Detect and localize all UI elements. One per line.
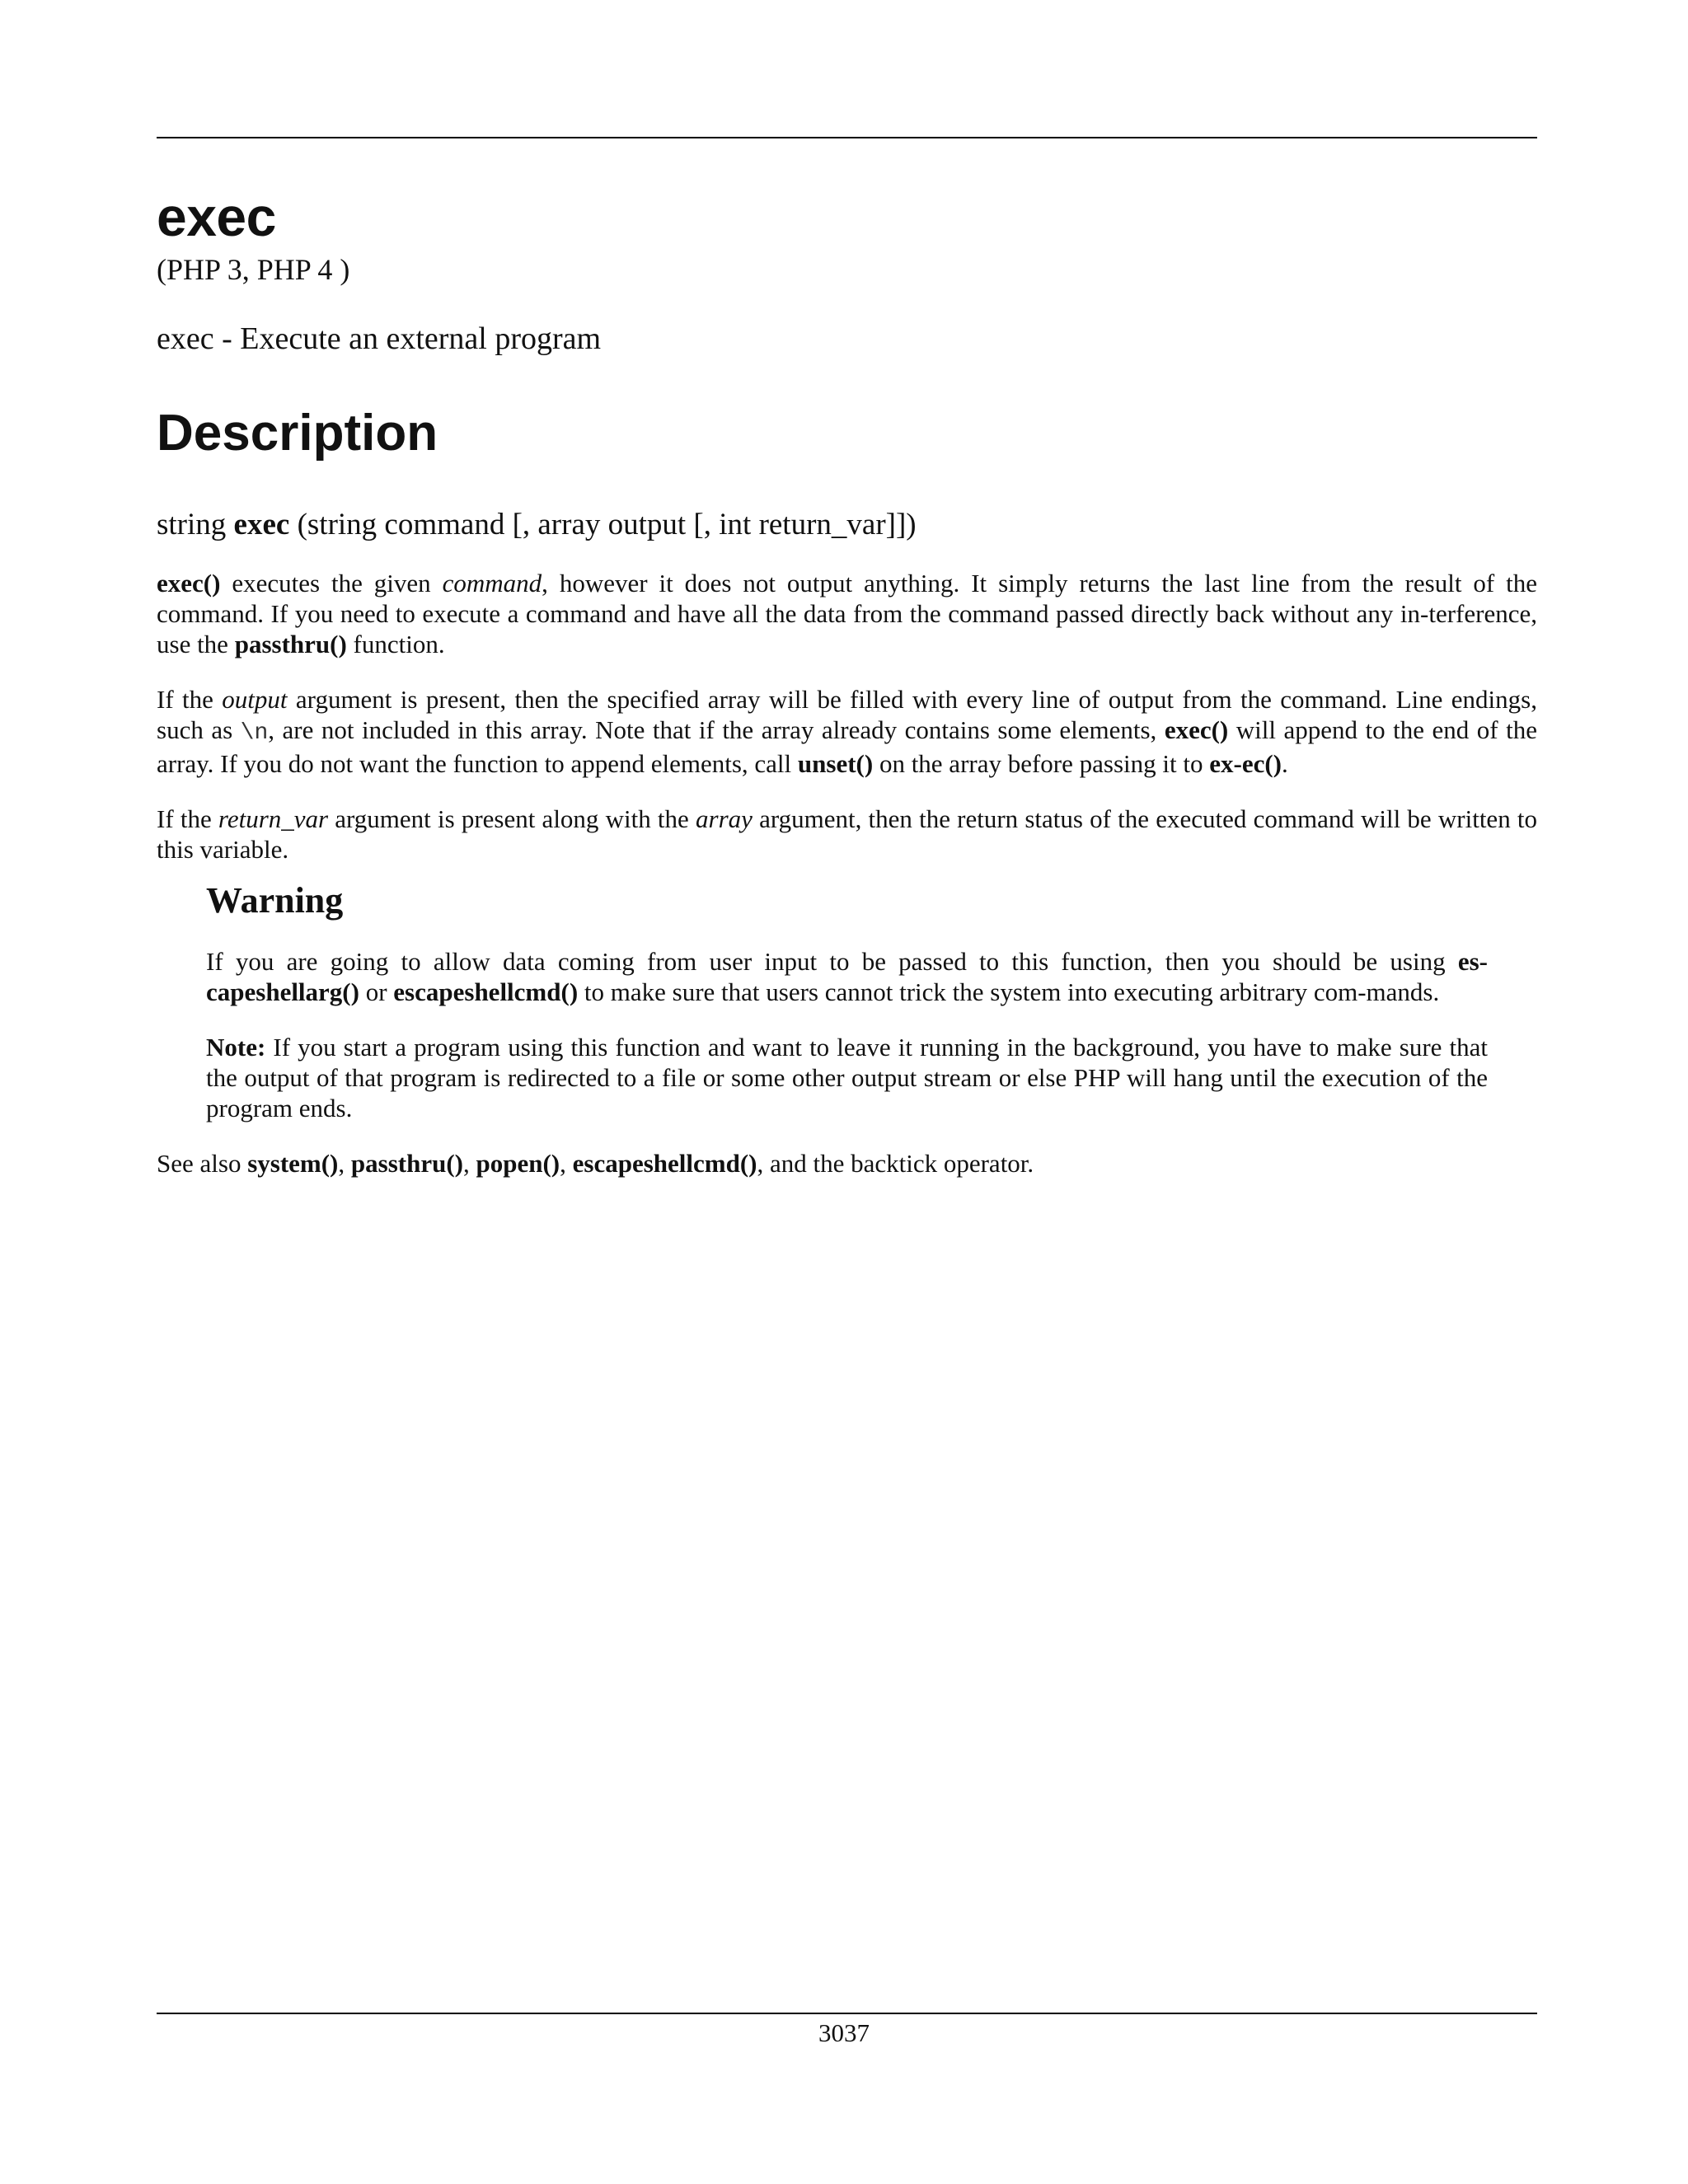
func-ref-system: system(): [247, 1148, 339, 1178]
arg-output: output: [222, 685, 288, 715]
arg-return-var: return_var: [218, 804, 329, 834]
return-type: string: [157, 507, 227, 541]
func-ref-unset: unset(): [797, 749, 874, 779]
page-number: 3037: [818, 2018, 870, 2047]
func-ref-escapeshellcmd: escapeshellcmd(): [572, 1148, 757, 1178]
synopsis-params: (string command [, array output [, int return_var]]): [297, 507, 917, 541]
func-ref-popen: popen(): [476, 1148, 560, 1178]
func-ref-exec: exec(): [157, 569, 221, 598]
php-versions: (PHP 3, PHP 4 ): [157, 253, 350, 286]
newline-code: \n: [240, 720, 269, 747]
func-ref-exec: ex-ec(): [1209, 749, 1282, 779]
arg-command: command: [442, 569, 542, 598]
function-title: exec: [157, 186, 276, 247]
synopsis-function-name: exec: [233, 507, 290, 541]
description-heading: Description: [157, 404, 438, 462]
func-ref-passthru: passthru(): [234, 630, 347, 659]
function-synopsis: [157, 507, 1537, 543]
func-ref-passthru: passthru(): [350, 1148, 463, 1178]
header-rule: [157, 137, 1537, 138]
warning-heading: Warning: [206, 880, 344, 921]
page-content: [157, 186, 1538, 1179]
warning-paragraph: If you are going to allow data coming from user input to be passed to this function, then you should be using es-capeshellarg() or escapeshellcmd() to make sure that users cannot trick the system into executing arbitrary com-mands.: [206, 946, 1488, 1006]
func-ref-exec: exec(): [1164, 715, 1229, 745]
note-paragraph: Note: If you start a program using this function and want to leave it running in the background, you have to make sure that the output of that program is redirected to a file or some other output stream or else PHP will hang until the execution of the program ends.: [206, 1032, 1488, 1122]
see-also-paragraph: See also system(), passthru(), popen(), escapeshellcmd(), and the backtick operator.: [157, 1148, 1034, 1178]
note-label: Note:: [206, 1032, 266, 1062]
function-purpose: exec - Execute an external program: [157, 321, 602, 357]
description-paragraph-3: If the return_var argument is present along with the array argument, then the return status of the executed command will be written to this variable.: [157, 804, 1537, 865]
description-paragraph-1: exec() executes the given command, however it does not output anything. It simply returns the last line from the result of the command. If you need to execute a command and have all the data from the command passed directly back without any in-terference, use the passthru() function.: [157, 569, 1537, 659]
warning-block: [206, 879, 1488, 1123]
func-ref-escapeshellcmd: escapeshellcmd(): [393, 977, 579, 1006]
description-paragraph-2: If the output argument is present, then the specified array will be filled with every line of output from the command. Line endings, such as \n, are not included in this array. Note that if the array already contains some elements, exec() will append to the end of the array. If you do not want the function to append elements, call unset() on the array before passing it to ex-ec().: [157, 685, 1538, 779]
func-ref-escapeshellarg: es-capeshellarg(): [206, 946, 1488, 1006]
arg-array: array: [696, 804, 753, 834]
footer-rule: [157, 2013, 1537, 2014]
